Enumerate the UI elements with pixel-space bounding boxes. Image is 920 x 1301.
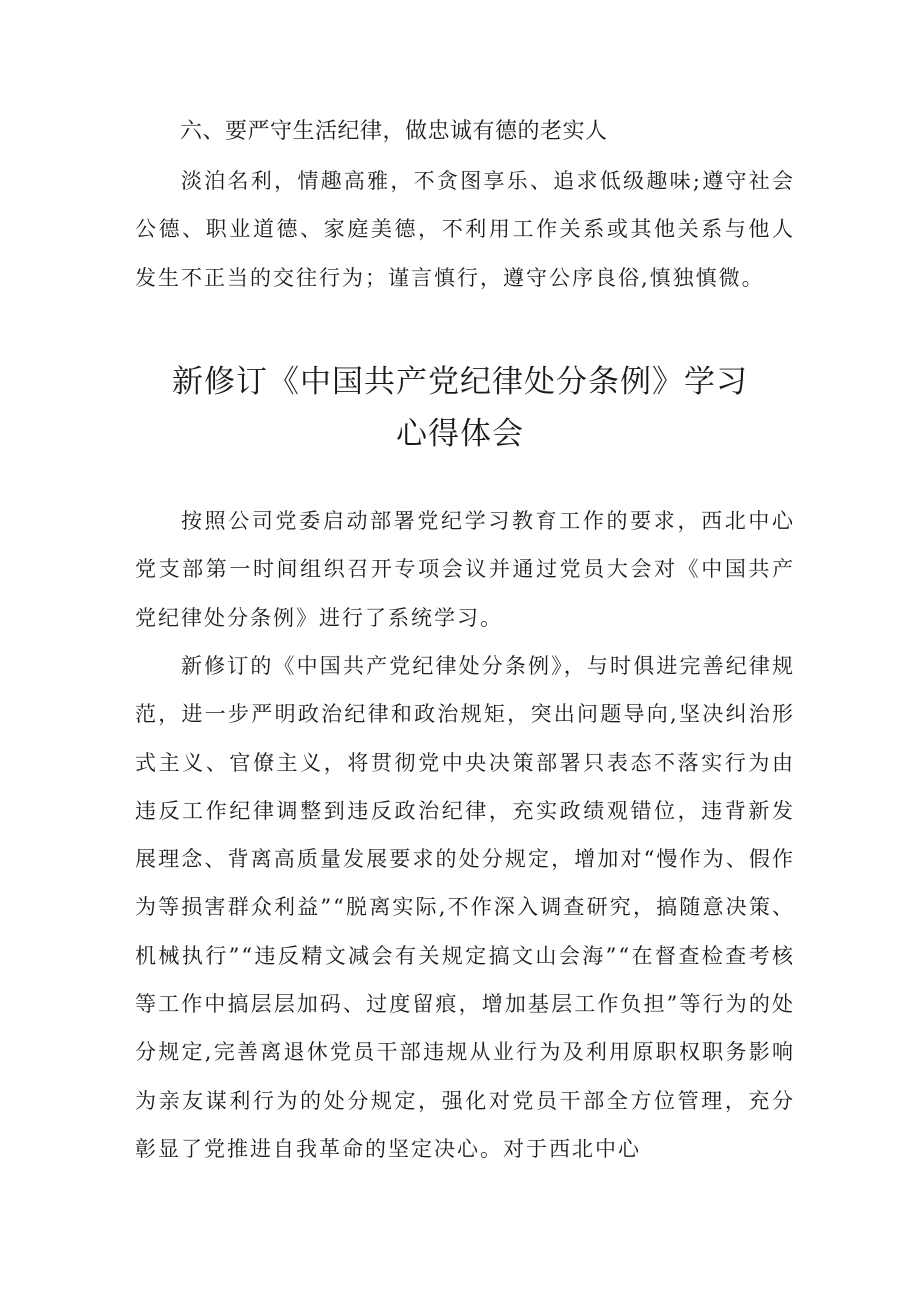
section-paragraph: 淡泊名利，情趣高雅，不贪图享乐、追求低级趣味;遵守社会公德、职业道德、家庭美德，不利用工作关系或其他关系与他人发生不正当的交往行为；谨言慎行，遵守公序良俗,慎独慎微。 (135, 169, 795, 290)
article-paragraph-1: 按照公司党委启动部署党纪学习教育工作的要求，西北中心党支部第一时间组织召开专项会议并通过党员大会对《中国共产党纪律处分条例》进行了系统学习。 (135, 509, 795, 630)
article-paragraph-2: 新修订的《中国共产党纪律处分条例》，与时俱进完善纪律规范，进一步严明政治纪律和政治规矩，突出问题导向,坚决纠治形式主义、官僚主义，将贯彻党中央决策部署只表态不落实行为由违反工作纪律调整到违反政治纪律，充实政绩观错位，违背新发展理念、背离高质量发展要求的处分规定，增加对“慢作为、假作为等损害群众利益”“脱离实际,不作深入调查研究，搞随意决策、机械执行”“违反精文减会有关规定搞文山会海”“在督查检查考核等工作中搞层层加码、过度留痕，增加基层工作负担”等行为的处分规定,完善离退休党员干部违规从业行为及利用原职权职务影响为亲友谋利行为的处分规定，强化对党员干部全方位管理，充分彰显了党推进自我革命的坚定决心。对于西北中心 (135, 654, 795, 1161)
article-title-line1: 新修订《中国共产党纪律处分条例》学习 (172, 364, 748, 400)
article-title (135, 356, 785, 460)
section-heading: 六、要严守生活纪律，做忠诚有德的老实人 (180, 119, 608, 144)
article-title-line2: 心得体会 (396, 416, 524, 452)
